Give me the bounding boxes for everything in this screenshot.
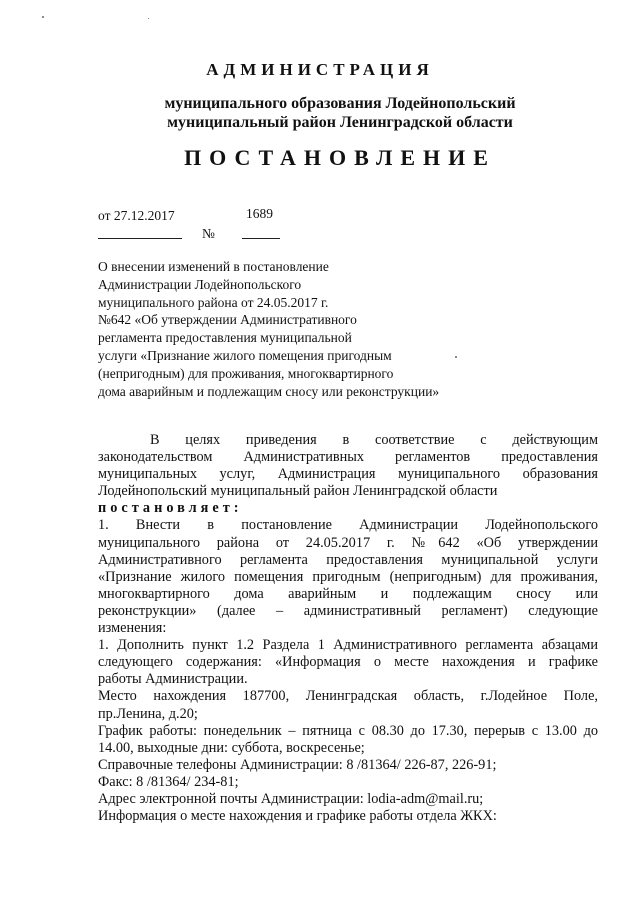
item-1-line: Административного регламента предоставления муниципальной услуги [98, 551, 598, 568]
item-1-line: 1. Внести в постановление Администрации Лодейнопольского [98, 517, 598, 534]
location-line: пр.Ленина, д.20; [98, 705, 198, 722]
subject-line: №642 «Об утверждении Административного [98, 312, 357, 328]
item-1-line: «Признание жилого помещения пригодным (непригодным) для проживания, [98, 568, 598, 585]
subject-line: Администрации Лодейнопольского [98, 276, 302, 292]
number-sign: № [202, 226, 215, 241]
item-1-line: реконструкции» (далее – административный регламент) следующие [98, 602, 598, 619]
subject-line: муниципального района от 24.05.2017 г. [98, 294, 329, 310]
phones-line: Справочные телефоны Администрации: 8 /81364/ 226-87, 226-91; [98, 756, 497, 773]
scan-speck [455, 356, 457, 358]
fax-line: Факс: 8 /81364/ 234-81; [98, 773, 239, 790]
resolves-word: постановляет: [98, 500, 243, 517]
date-underline [98, 238, 182, 239]
item-1-line: муниципального района от 24.05.2017 г. №642 «Об утверждении [98, 534, 598, 551]
item-1-1-line: 1. Дополнить пункт 1.2 Раздела 1 Административного регламента абзацами [98, 637, 598, 654]
subject-line: регламента предоставления муниципальной [98, 330, 352, 346]
subject-line: (непригодным) для проживания, многоквартирного [98, 365, 394, 381]
document-date: от 27.12.2017 [98, 208, 175, 223]
subject-line: О внесении изменений в постановление [98, 259, 329, 274]
item-1-1-line: следующего содержания: «Информация о месте нахождения и графике [98, 654, 598, 671]
document-type: ПОСТАНОВЛЕНИЕ [184, 145, 496, 170]
subject-line: дома аварийным и подлежащим сносу или реконструкции» [98, 383, 440, 399]
schedule-line: График работы: понедельник – пятница с 08.30 до 17.30, перерыв с 13.00 до [98, 722, 598, 739]
item-1-1-line: работы Администрации. [98, 671, 248, 688]
org-title: АДМИНИСТРАЦИЯ [206, 60, 434, 79]
last-line: Информация о месте нахождения и графике работы отдела ЖКХ: [98, 808, 497, 825]
location-line: Место нахождения 187700, Ленинградская область, г.Лодейное Поле, [98, 688, 598, 705]
subject-line: услуги «Признание жилого помещения пригодным [98, 347, 392, 363]
scan-speck [42, 16, 44, 18]
email-line: Адрес электронной почты Администрации: lodia-adm@mail.ru; [98, 790, 484, 807]
document-number: 1689 [246, 206, 273, 221]
item-1-line: многоквартирного дома аварийным и подлежащим сносу или [98, 585, 598, 602]
number-underline [242, 238, 280, 239]
intro-line: В целях приведения в соответствие с действующим [150, 432, 598, 448]
scan-speck [148, 18, 149, 19]
org-name-line-2: муниципальный район Ленинградской области [167, 114, 513, 131]
document-subject [98, 258, 439, 400]
schedule-line: 14.00, выходные дни: суббота, воскресенье; [98, 739, 365, 756]
item-1-line: изменения: [98, 620, 167, 637]
intro-line: законодательством Административных регламентов предоставления [98, 449, 598, 466]
intro-line: Лодейнопольский муниципальный район Ленинградской области [98, 483, 498, 500]
org-name-line-1: муниципального образования Лодейнопольский [164, 95, 516, 112]
intro-line: муниципальных услуг, Администрация муниципального образования [98, 466, 598, 483]
document-body [98, 432, 598, 825]
